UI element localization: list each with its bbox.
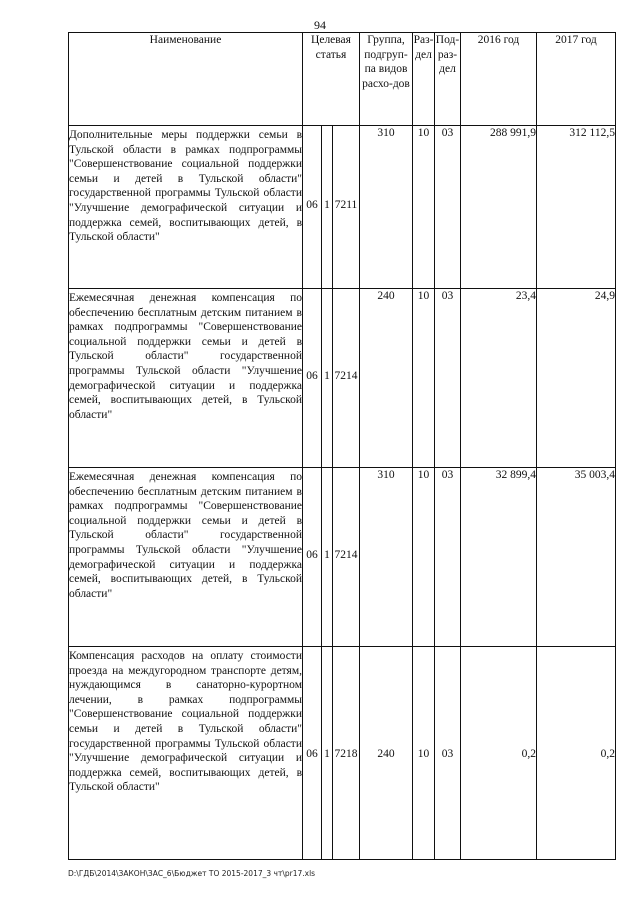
row-group: 310: [360, 468, 413, 647]
row-name: Ежемесячная денежная компенсация по обеспечению бесплатным детским питанием в рамках подпрограммы "Совершенствование социальной поддержки семьи и детей в Тульской области" государственной программы Тульской области "Улучшение демографической ситуации и поддержка семей, воспитывающих детей, в Тульской области": [69, 289, 303, 468]
row-target: [303, 468, 360, 647]
row-2017: 0,2: [537, 647, 616, 860]
target-subprogram: 1: [322, 647, 333, 859]
row-name: Ежемесячная денежная компенсация по обеспечению бесплатным детским питанием в рамках подпрограммы "Совершенствование социальной поддержки семьи и детей в Тульской области" государственной программы Тульской области "Улучшение демографической ситуации и поддержка семей, воспитывающих детей, в Тульской области": [69, 468, 303, 647]
page-number: 94: [314, 18, 326, 32]
header-name: Наименование: [69, 33, 303, 126]
file-path-footer: D:\ГДБ\2014\ЗАКОН\ЗАС_6\Бюджет ТО 2015-2017_3 чт\pr17.xls: [68, 869, 316, 878]
header-subsection: Под-раз-дел: [435, 33, 461, 126]
row-target: [303, 126, 360, 289]
target-code: 7214: [334, 549, 358, 561]
row-subsection: 03: [435, 289, 461, 468]
table-row: [69, 289, 616, 468]
row-2017: 35 003,4: [537, 468, 616, 647]
table-row: [69, 126, 616, 289]
row-target: [303, 647, 360, 860]
row-group: 310: [360, 126, 413, 289]
row-subsection: 03: [435, 647, 461, 860]
header-group: Группа, подгруп-па видов расхо-дов: [360, 33, 413, 126]
header-year-2016: 2016 год: [461, 33, 537, 126]
header-row: [69, 33, 616, 126]
header-target: Целевая статья: [303, 33, 360, 126]
row-2016: 0,2: [461, 647, 537, 860]
budget-table: [68, 32, 616, 860]
row-subsection: 03: [435, 126, 461, 289]
target-code: 7211: [334, 199, 358, 211]
table-row: [69, 647, 616, 860]
header-year-2017: 2017 год: [537, 33, 616, 126]
target-code: 7214: [334, 370, 358, 382]
row-2016: 32 899,4: [461, 468, 537, 647]
row-2016: 23,4: [461, 289, 537, 468]
target-subprogram: 1: [322, 468, 333, 646]
target-code: 7218: [334, 748, 358, 760]
row-section: 10: [413, 289, 435, 468]
target-program: 06: [303, 289, 322, 467]
header-section: Раз-дел: [413, 33, 435, 126]
target-subprogram: 1: [322, 126, 333, 288]
row-section: 10: [413, 468, 435, 647]
target-program: 06: [303, 468, 322, 646]
row-2017: 24,9: [537, 289, 616, 468]
target-subprogram: 1: [322, 289, 333, 467]
row-group: 240: [360, 289, 413, 468]
row-section: 10: [413, 647, 435, 860]
row-subsection: 03: [435, 468, 461, 647]
row-section: 10: [413, 126, 435, 289]
row-name: Компенсация расходов на оплату стоимости проезда на междугородном транспорте детям, нуждающимся в санаторно-курортном лечении, в рамках подпрограммы "Совершенствование социальной поддержки семьи и детей в Тульской области" государственной программы Тульской области "Улучшение демографической ситуации и поддержка семей, воспитывающих детей, в Тульской области": [69, 647, 303, 860]
table-row: [69, 468, 616, 647]
target-program: 06: [303, 647, 322, 859]
row-2016: 288 991,9: [461, 126, 537, 289]
row-2017: 312 112,5: [537, 126, 616, 289]
row-group: 240: [360, 647, 413, 860]
row-target: [303, 289, 360, 468]
target-program: 06: [303, 126, 322, 288]
row-name: Дополнительные меры поддержки семьи в Тульской области в рамках подпрограммы "Совершенствование социальной поддержки семьи и детей в Тульской области" государственной программы Тульской области "Улучшение демографической ситуации и поддержка семей, воспитывающих детей, в Тульской области": [69, 126, 303, 289]
